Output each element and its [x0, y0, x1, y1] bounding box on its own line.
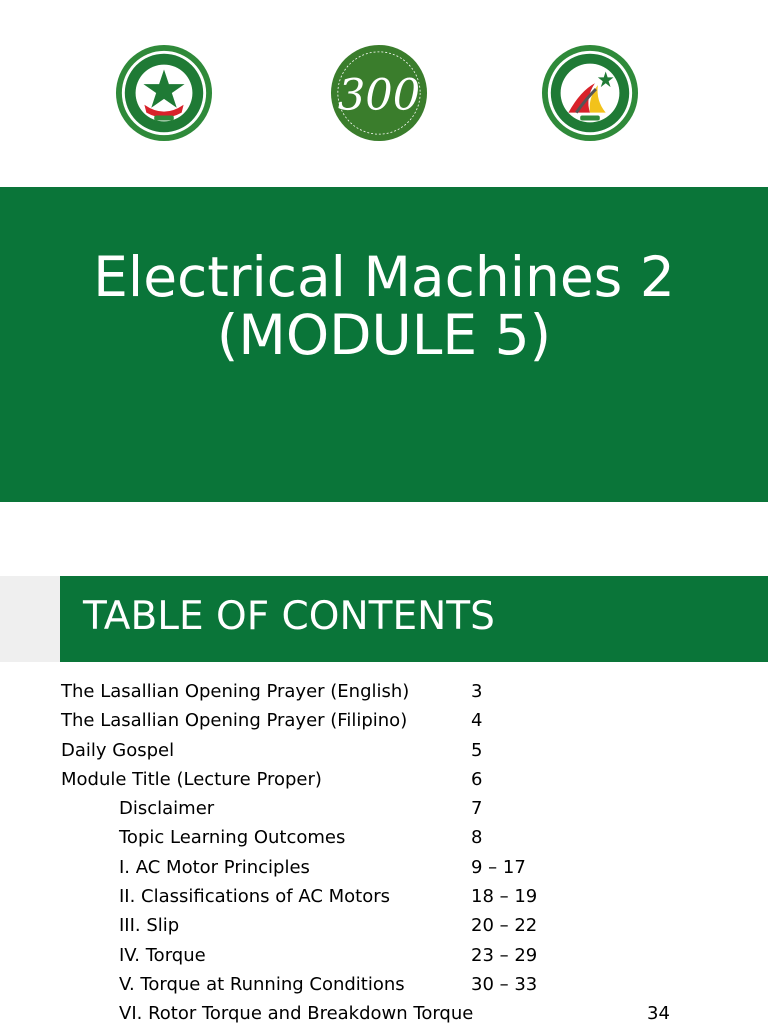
- toc-item-label: VI. Rotor Torque and Breakdown Torque: [119, 1003, 474, 1025]
- toc-heading: TABLE OF CONTENTS: [83, 594, 495, 639]
- toc-item-label: Topic Learning Outcomes: [119, 827, 346, 849]
- toc-item-label: I. AC Motor Principles: [119, 856, 310, 878]
- toc-item-label: II. Classifications of AC Motors: [119, 886, 391, 908]
- toc-subitem: [0, 853, 768, 882]
- toc-subitem: [0, 911, 768, 940]
- toc-subitem: [0, 794, 768, 823]
- toc-item-pages: 5: [471, 739, 483, 761]
- module-title-line2: (MODULE 5): [216, 303, 552, 367]
- module-title-line1: Electrical Machines 2: [93, 245, 675, 309]
- toc-header-accent: [0, 576, 60, 662]
- toc-item: [0, 706, 768, 735]
- toc-item-pages: 23 – 29: [471, 944, 538, 966]
- toc-item: [0, 765, 768, 794]
- toc-item-label: Disclaimer: [119, 798, 215, 820]
- toc-item-pages: 30 – 33: [471, 973, 538, 995]
- toc-item-pages: 9 – 17: [471, 856, 526, 878]
- toc-item-pages: 18 – 19: [471, 886, 538, 908]
- toc-item-pages: 6: [471, 768, 483, 790]
- toc-list: [0, 677, 768, 1029]
- toc-subitem: [0, 970, 768, 999]
- toc-subitem: [0, 823, 768, 852]
- college-seal-logo: [541, 44, 639, 142]
- toc-item-pages: 4: [471, 710, 483, 732]
- toc-item-label: Daily Gospel: [61, 739, 175, 761]
- toc-subitem: [0, 882, 768, 911]
- toc-item-label: The Lasallian Opening Prayer (English): [61, 681, 410, 702]
- module-title: [0, 245, 768, 367]
- toc-item-pages: 8: [471, 827, 483, 849]
- toc-subitem: [0, 999, 768, 1028]
- toc-item-pages: 20 – 22: [471, 915, 538, 937]
- dlsu-d-seal-logo: [115, 44, 213, 142]
- toc-item: [0, 677, 768, 706]
- lasallian-300-logo: [330, 44, 428, 142]
- toc-item-label: V. Torque at Running Conditions: [119, 973, 405, 995]
- svg-text:300: 300: [337, 70, 421, 121]
- toc-item-pages: 7: [471, 798, 483, 820]
- toc-subitem: [0, 941, 768, 970]
- toc-item-pages: 3: [471, 681, 483, 702]
- toc-item-label: The Lasallian Opening Prayer (Filipino): [61, 710, 408, 732]
- toc-item-label: IV. Torque: [119, 944, 206, 966]
- toc-item-label: Module Title (Lecture Proper): [61, 768, 322, 790]
- toc-item-label: III. Slip: [119, 915, 180, 937]
- toc-item-pages: 34: [647, 1003, 670, 1025]
- toc-item: [0, 736, 768, 765]
